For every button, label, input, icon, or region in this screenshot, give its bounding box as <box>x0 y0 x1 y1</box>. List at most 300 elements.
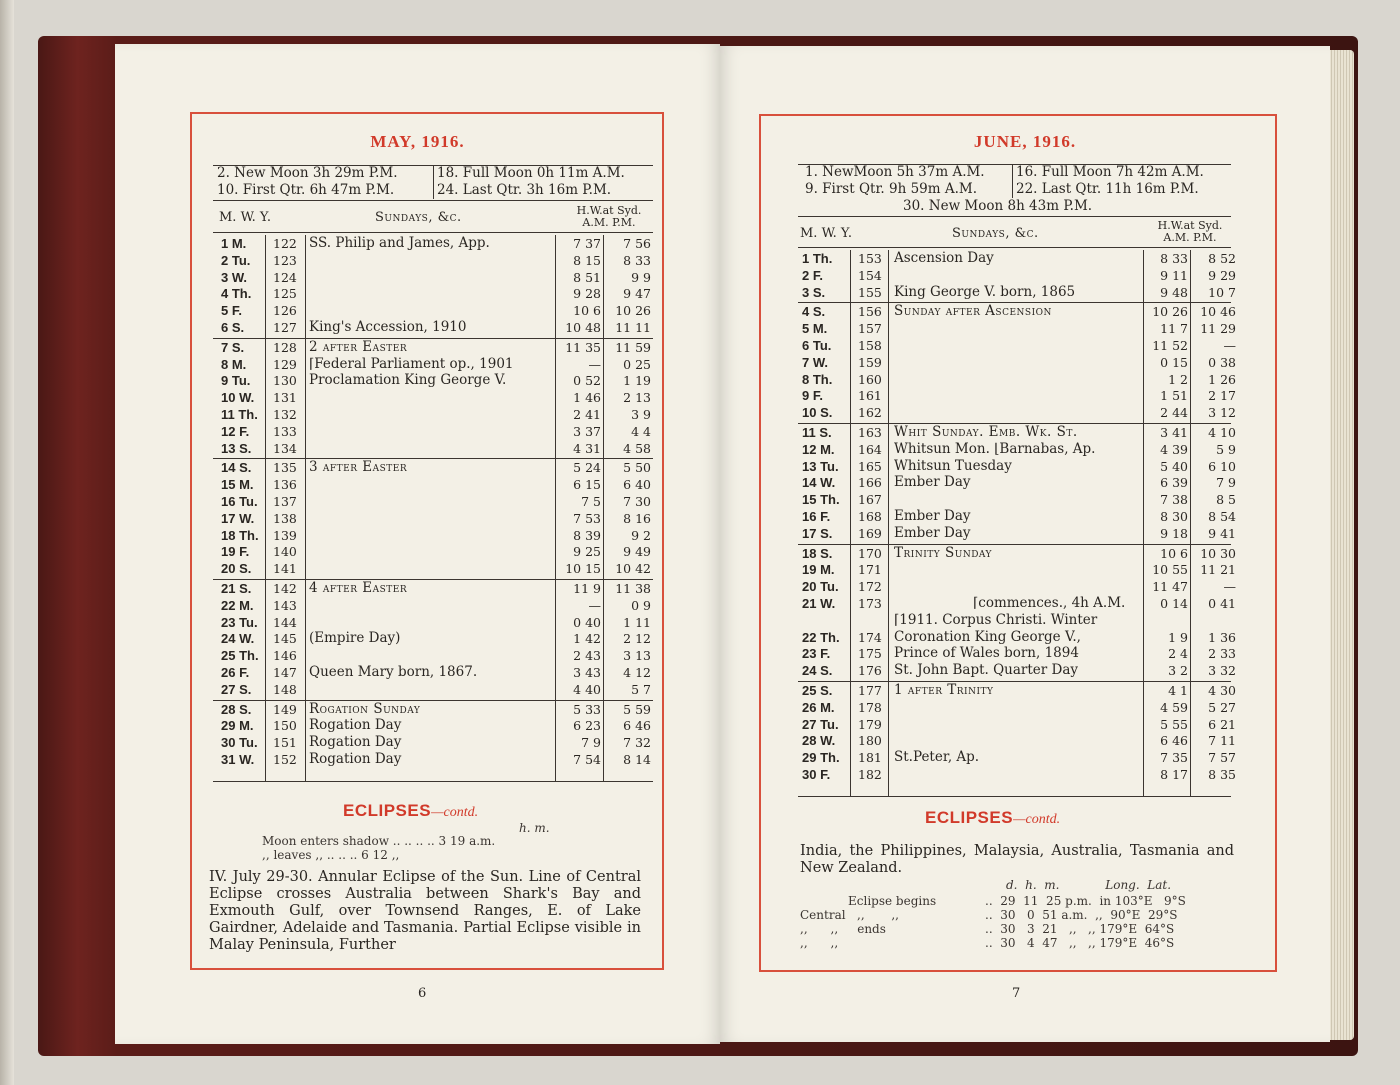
hw-pm-cell: 3 32 <box>1208 663 1236 679</box>
hw-pm-cell: 8 5 <box>1216 492 1236 508</box>
eclipse-row-label: ,, ,, <box>800 936 839 950</box>
hw-pm-cell: 11 59 <box>615 339 651 355</box>
hw-pm-cell: 6 10 <box>1208 458 1236 474</box>
rule <box>213 579 653 580</box>
day-cell: 4 S. <box>802 304 826 320</box>
day-cell: 4 Th. <box>221 286 252 302</box>
table-row <box>213 701 653 718</box>
col-header-sundays: Sundays, &c. <box>952 226 1039 241</box>
day-cell: 18 S. <box>802 545 833 561</box>
hw-am-cell: 3 2 <box>1168 663 1188 679</box>
day-cell: 24 S. <box>802 663 833 679</box>
hw-am-cell: 1 51 <box>1160 388 1188 404</box>
rule <box>1143 250 1144 796</box>
day-cell: 29 Th. <box>802 750 840 766</box>
table-row <box>213 269 653 286</box>
hw-am-cell: 0 15 <box>1160 354 1188 370</box>
hw-am-cell: 4 1 <box>1168 683 1188 698</box>
hw-am-cell: 8 30 <box>1160 509 1188 524</box>
hw-pm-cell: 9 29 <box>1208 267 1236 283</box>
hw-am-cell: 11 7 <box>1160 321 1188 337</box>
col-header-date: M. W. Y. <box>800 226 852 241</box>
day-cell: 5 F. <box>221 303 242 319</box>
hw-pm-cell: 6 46 <box>623 718 651 734</box>
hw-am-cell: 9 25 <box>573 544 601 560</box>
table-row <box>213 510 653 527</box>
hw-am-cell: 8 33 <box>1160 251 1188 266</box>
hw-pm-cell: 7 11 <box>1208 733 1236 749</box>
yearday-cell: 125 <box>273 286 297 302</box>
hw-pm-cell: 7 30 <box>623 494 651 509</box>
yearday-cell: 142 <box>273 581 297 596</box>
hw-pm-cell: 0 25 <box>623 356 651 372</box>
hw-pm-cell: 2 13 <box>623 390 651 406</box>
yearday-cell: 172 <box>858 579 882 595</box>
yearday-cell: 128 <box>273 339 297 355</box>
day-cell: 23 Tu. <box>221 614 258 630</box>
table-row <box>213 406 653 423</box>
day-cell: 27 Tu. <box>802 716 839 732</box>
yearday-cell: 163 <box>858 425 882 440</box>
page-title: MAY, 1916. <box>370 132 465 151</box>
hw-pm-cell: 3 13 <box>623 648 651 664</box>
day-cell: 17 W. <box>221 510 255 526</box>
rule <box>213 338 653 339</box>
event-cell: Sunday after Ascension <box>894 303 1052 320</box>
event-cell: Ember Day <box>894 524 971 541</box>
yearday-cell: 178 <box>858 699 882 715</box>
contd-label: —contd. <box>431 805 479 820</box>
table-row <box>798 320 1236 337</box>
hw-am-cell: 10 15 <box>565 561 601 577</box>
yearday-cell: 169 <box>858 525 882 541</box>
hw-pm-cell: 6 40 <box>623 477 651 493</box>
yearday-cell: 140 <box>273 544 297 560</box>
day-cell: 5 M. <box>802 321 828 337</box>
yearday-cell: 145 <box>273 631 297 647</box>
yearday-cell: 134 <box>273 440 297 456</box>
hw-am-cell: 7 9 <box>581 735 601 751</box>
hw-am-cell: 5 40 <box>1160 458 1188 474</box>
table-row <box>798 440 1236 458</box>
yearday-cell: 152 <box>273 752 297 767</box>
hw-am-cell: 1 2 <box>1168 371 1188 387</box>
hw-am-cell: 2 44 <box>1160 405 1188 421</box>
day-cell: 16 Tu. <box>221 494 258 509</box>
day-cell: 26 F. <box>221 665 250 680</box>
yearday-cell: 161 <box>858 388 882 404</box>
hw-pm-cell: 7 57 <box>1208 750 1236 766</box>
hw-am-cell: 1 9 <box>1168 629 1188 645</box>
eclipse-intro: India, the Philippines, Malaysia, Australia, Tasmania and New Zealand. <box>800 843 1234 876</box>
hw-am-cell: 7 37 <box>573 236 601 251</box>
day-cell: 1 Th. <box>802 251 833 266</box>
moon-phase: 2. New Moon 3h 29m P.M. <box>217 165 398 181</box>
hw-am-cell: — <box>588 597 601 613</box>
hw-pm-cell: 5 9 <box>1216 441 1236 457</box>
hw-am-cell: 7 35 <box>1160 750 1188 766</box>
event-cell: Ember Day <box>894 474 971 491</box>
day-cell: 2 Tu. <box>221 252 251 268</box>
yearday-cell: 174 <box>858 629 882 645</box>
event-cell: (Empire Day) <box>309 630 401 647</box>
table-row <box>213 717 653 734</box>
table-row <box>213 339 653 356</box>
hw-am-cell: 7 5 <box>581 494 601 509</box>
hw-am-cell: 4 40 <box>573 681 601 697</box>
rule <box>1012 164 1013 198</box>
yearday-cell: 135 <box>273 460 297 476</box>
eclipse-col-header: d. h. m. Long. Lat. <box>1006 878 1172 892</box>
event-cell: Rogation Day <box>309 751 402 767</box>
table-row <box>798 662 1236 679</box>
table-row <box>213 252 653 269</box>
hw-pm-cell: — <box>1223 579 1236 595</box>
event-cell: ⌈1911. Corpus Christi. Winter <box>894 611 1098 628</box>
yearday-cell: 148 <box>273 681 297 697</box>
eclipses-title-text: ECLIPSES <box>343 801 432 820</box>
yearday-cell: 171 <box>858 562 882 578</box>
col-header-sundays: Sundays, &c. <box>375 210 462 225</box>
event-cell: St. John Bapt. Quarter Day <box>894 662 1079 679</box>
table-row <box>213 527 653 544</box>
right-page <box>720 46 1330 1042</box>
table-row <box>213 580 653 597</box>
hw-pm-cell: 6 21 <box>1208 716 1236 732</box>
yearday-cell: 122 <box>273 236 297 251</box>
event-cell: King George V. born, 1865 <box>894 283 1076 300</box>
table-row <box>213 614 653 631</box>
hw-pm-cell: 4 4 <box>631 423 651 439</box>
moon-phase: 22. Last Qtr. 11h 16m P.M. <box>1016 181 1199 197</box>
day-cell: 27 S. <box>221 681 252 697</box>
hw-pm-cell: 7 9 <box>1216 475 1236 491</box>
hw-pm-cell: 0 38 <box>1208 354 1236 370</box>
hw-pm-cell: 8 14 <box>623 752 651 767</box>
event-cell: Trinity Sunday <box>894 544 993 561</box>
yearday-cell: 126 <box>273 303 297 319</box>
hw-am-cell: 11 35 <box>565 339 601 355</box>
yearday-cell: 132 <box>273 407 297 422</box>
day-cell: 20 S. <box>221 561 252 577</box>
eclipses-title <box>925 808 1060 828</box>
hw-pm-cell: 10 30 <box>1200 545 1236 561</box>
table-row <box>798 749 1236 766</box>
moon-phase: 1. NewMoon 5h 37m A.M. <box>805 164 985 180</box>
hw-am-cell: 6 39 <box>1160 475 1188 491</box>
yearday-cell: 153 <box>858 251 882 266</box>
hw-pm-cell: 2 17 <box>1208 388 1236 404</box>
event-cell: Ascension Day <box>894 250 994 266</box>
eclipse-row-label: ,, ,, ends <box>800 922 886 936</box>
table-row <box>798 628 1236 646</box>
yearday-cell: 151 <box>273 735 297 751</box>
hw-am-cell: 8 15 <box>573 252 601 268</box>
table-row <box>213 734 653 751</box>
yearday-cell: 160 <box>858 371 882 387</box>
hw-pm-cell: 3 9 <box>631 407 651 422</box>
hw-am-cell: 10 6 <box>573 303 601 319</box>
yearday-cell: 149 <box>273 701 297 717</box>
hw-am-cell: 11 9 <box>573 581 601 596</box>
hw-pm-cell: 9 49 <box>623 544 651 560</box>
table-row <box>798 404 1236 421</box>
col-header-ampm: A.M. P.M. <box>582 216 636 229</box>
hw-am-cell: 8 17 <box>1160 767 1188 782</box>
day-cell: 30 Tu. <box>221 735 258 751</box>
event-cell: 1 after Trinity <box>894 682 994 698</box>
moon-phase: 9. First Qtr. 9h 59m A.M. <box>805 181 977 197</box>
hw-pm-cell: 2 33 <box>1208 646 1236 662</box>
hw-am-cell: 9 48 <box>1160 284 1188 300</box>
hw-pm-cell: 3 12 <box>1208 405 1236 421</box>
eclipse-row-label: Central ,, ,, <box>800 908 899 922</box>
table-row <box>213 459 653 476</box>
day-cell: 21 S. <box>221 581 252 596</box>
rule <box>850 250 851 796</box>
yearday-cell: 136 <box>273 477 297 493</box>
yearday-cell: 175 <box>858 646 882 662</box>
hw-am-cell: 3 43 <box>573 665 601 680</box>
hw-pm-cell: 8 16 <box>623 510 651 526</box>
table-row <box>213 493 653 510</box>
hw-pm-cell: 4 58 <box>623 440 651 456</box>
yearday-cell: 177 <box>858 683 882 698</box>
table-row <box>798 250 1236 267</box>
day-cell: 28 S. <box>221 701 252 717</box>
table-surface <box>0 0 14 1085</box>
yearday-cell: 123 <box>273 252 297 268</box>
table-row <box>213 372 653 389</box>
table-row <box>798 578 1236 595</box>
table-row <box>213 597 653 614</box>
day-cell: 30 F. <box>802 767 831 782</box>
hw-pm-cell: 8 54 <box>1208 509 1236 524</box>
table-row <box>798 544 1236 562</box>
day-cell: 23 F. <box>802 646 831 662</box>
table-row <box>798 682 1236 699</box>
event-cell: Whit Sunday. Emb. Wk. St. <box>894 424 1078 440</box>
table-row <box>798 371 1236 388</box>
event-cell: Rogation Day <box>309 734 402 751</box>
moon-phase: 18. Full Moon 0h 11m A.M. <box>437 165 625 181</box>
hw-am-cell: 8 39 <box>573 527 601 543</box>
yearday-cell: 133 <box>273 423 297 439</box>
eclipse-row-label: Eclipse begins <box>848 894 937 908</box>
day-cell: 8 M. <box>221 356 247 372</box>
hw-am-cell: 4 39 <box>1160 441 1188 457</box>
hw-pm-cell: 4 30 <box>1208 683 1236 698</box>
event-cell: Rogation Sunday <box>309 700 421 717</box>
hw-am-cell: 2 41 <box>573 407 601 422</box>
table-row <box>798 716 1236 733</box>
hw-pm-cell: 9 41 <box>1208 525 1236 541</box>
hw-pm-cell: 9 9 <box>631 269 651 285</box>
hw-am-cell: 9 18 <box>1160 525 1188 541</box>
table-row <box>798 457 1236 475</box>
eclipses-title <box>343 801 478 821</box>
yearday-cell: 131 <box>273 390 297 406</box>
hw-pm-cell: 10 7 <box>1208 284 1236 300</box>
hw-am-cell: 10 6 <box>1160 545 1188 561</box>
event-cell: St.Peter, Ap. <box>894 749 980 766</box>
event-cell: 4 after Easter <box>309 580 408 596</box>
hw-pm-cell: 5 27 <box>1208 699 1236 715</box>
table-row <box>213 630 653 647</box>
col-header-date: M. W. Y. <box>219 210 271 225</box>
day-cell: 25 S. <box>802 683 833 698</box>
moon-phase: 24. Last Qtr. 3h 16m P.M. <box>437 182 612 198</box>
day-cell: 11 Th. <box>221 407 258 422</box>
event-cell: Proclamation King George V. <box>309 372 507 389</box>
hw-am-cell: 11 47 <box>1152 579 1188 595</box>
hw-pm-cell: 11 21 <box>1200 562 1236 578</box>
rule <box>798 423 1231 424</box>
yearday-cell: 159 <box>858 354 882 370</box>
table-row <box>798 645 1236 662</box>
hw-am-cell: 3 41 <box>1160 425 1188 440</box>
table-row <box>798 303 1236 320</box>
hw-pm-cell: 11 38 <box>615 581 651 596</box>
col-header-hw: H.W.at Syd. <box>1157 219 1223 232</box>
day-cell: 8 Th. <box>802 371 833 387</box>
yearday-cell: 139 <box>273 527 297 543</box>
table-row <box>213 302 653 319</box>
day-cell: 7 S. <box>221 339 245 355</box>
hw-am-cell: 1 42 <box>573 631 601 647</box>
event-cell: Rogation Day <box>309 717 402 734</box>
day-cell: 19 M. <box>802 562 835 578</box>
hw-pm-cell: 9 47 <box>623 286 651 302</box>
table-row <box>798 474 1236 491</box>
hw-pm-cell: 0 9 <box>631 597 651 613</box>
hw-am-cell: 3 37 <box>573 423 601 439</box>
table-row <box>798 612 1231 629</box>
day-cell: 3 W. <box>221 269 248 285</box>
table-row <box>798 337 1236 354</box>
table-row <box>213 319 653 336</box>
day-cell: 22 Th. <box>802 629 840 645</box>
hw-am-cell: 0 14 <box>1160 596 1188 611</box>
yearday-cell: 182 <box>858 767 882 782</box>
table-row <box>213 681 653 698</box>
rule <box>798 544 1231 545</box>
yearday-cell: 162 <box>858 405 882 421</box>
hw-pm-cell: 7 32 <box>623 735 651 751</box>
day-cell: 17 S. <box>802 525 833 541</box>
hw-pm-cell: 9 2 <box>631 527 651 543</box>
yearday-cell: 176 <box>858 663 882 679</box>
hm-header: h. m. <box>519 821 550 835</box>
event-cell: ⌈Federal Parliament op., 1901 <box>309 355 514 372</box>
hw-am-cell: 10 26 <box>1152 304 1188 320</box>
table-row <box>213 285 653 302</box>
table-row <box>213 389 653 406</box>
yearday-cell: 129 <box>273 356 297 372</box>
hw-pm-cell: 5 59 <box>623 701 651 717</box>
hw-am-cell: 5 24 <box>573 460 601 476</box>
hw-am-cell: 4 31 <box>573 440 601 456</box>
eclipse-row-values: .. 30 0 51 a.m. ,, 90°E 29°S <box>985 908 1178 922</box>
day-cell: 25 Th. <box>221 648 259 664</box>
table-row <box>798 354 1236 371</box>
hw-am-cell: — <box>588 356 601 372</box>
day-cell: 14 W. <box>802 475 836 491</box>
col-header-ampm: A.M. P.M. <box>1163 231 1217 244</box>
day-cell: 6 S. <box>221 320 245 335</box>
hw-pm-cell: 10 42 <box>615 561 651 577</box>
yearday-cell: 181 <box>858 750 882 766</box>
hw-am-cell: 2 4 <box>1168 646 1188 662</box>
event-cell: ⌈commences., 4h A.M. <box>973 595 1126 611</box>
moon-phase: 30. New Moon 8h 43m P.M. <box>903 198 1093 214</box>
hw-am-cell: 8 51 <box>573 269 601 285</box>
hw-am-cell: 10 48 <box>565 320 601 335</box>
hw-pm-cell: 4 10 <box>1208 425 1236 440</box>
yearday-cell: 167 <box>858 492 882 508</box>
yearday-cell: 144 <box>273 614 297 630</box>
hw-am-cell: 4 59 <box>1160 699 1188 715</box>
day-cell: 7 W. <box>802 354 829 370</box>
yearday-cell: 127 <box>273 320 297 335</box>
day-cell: 15 M. <box>221 477 254 493</box>
day-cell: 15 Th. <box>802 492 840 508</box>
rule <box>213 781 653 782</box>
rule <box>213 200 653 201</box>
hw-pm-cell: — <box>1223 338 1236 353</box>
hw-pm-cell: 8 33 <box>623 252 651 268</box>
table-row <box>798 699 1236 716</box>
day-cell: 14 S. <box>221 460 252 476</box>
hw-pm-cell: 2 12 <box>623 631 651 647</box>
event-cell: Queen Mary born, 1867. <box>309 664 478 680</box>
table-row <box>798 283 1236 301</box>
table-row <box>798 766 1236 783</box>
day-cell: 10 W. <box>221 390 255 406</box>
hw-am-cell: 9 28 <box>573 286 601 302</box>
day-cell: 6 Tu. <box>802 338 832 353</box>
hw-am-cell: 2 43 <box>573 648 601 664</box>
day-cell: 29 M. <box>221 718 254 734</box>
table-row <box>798 424 1236 441</box>
eclipse-row-values: .. 29 11 25 p.m. in 103°E 9°S <box>985 894 1186 908</box>
hw-am-cell: 6 15 <box>573 477 601 493</box>
rule <box>888 250 889 796</box>
day-cell: 9 Tu. <box>221 373 251 389</box>
yearday-cell: 130 <box>273 373 297 389</box>
hw-pm-cell: 1 26 <box>1208 371 1236 387</box>
day-cell: 3 S. <box>802 284 826 300</box>
page-title: JUNE, 1916. <box>973 132 1077 151</box>
hw-pm-cell: 10 46 <box>1200 304 1236 320</box>
table-row <box>213 356 653 373</box>
yearday-cell: 141 <box>273 561 297 577</box>
table-row <box>798 524 1236 542</box>
hw-pm-cell: 1 11 <box>623 614 651 630</box>
yearday-cell: 154 <box>858 267 882 283</box>
page-number: 7 <box>1012 986 1021 1001</box>
col-header-hw: H.W.at Syd. <box>576 204 642 217</box>
day-cell: 11 S. <box>802 425 832 440</box>
yearday-cell: 179 <box>858 716 882 732</box>
yearday-cell: 166 <box>858 475 882 491</box>
hw-am-cell: 7 54 <box>573 752 601 767</box>
yearday-cell: 143 <box>273 597 297 613</box>
left-page <box>115 44 720 1044</box>
yearday-cell: 180 <box>858 733 882 749</box>
day-cell: 9 F. <box>802 388 823 404</box>
table-row <box>798 491 1236 508</box>
